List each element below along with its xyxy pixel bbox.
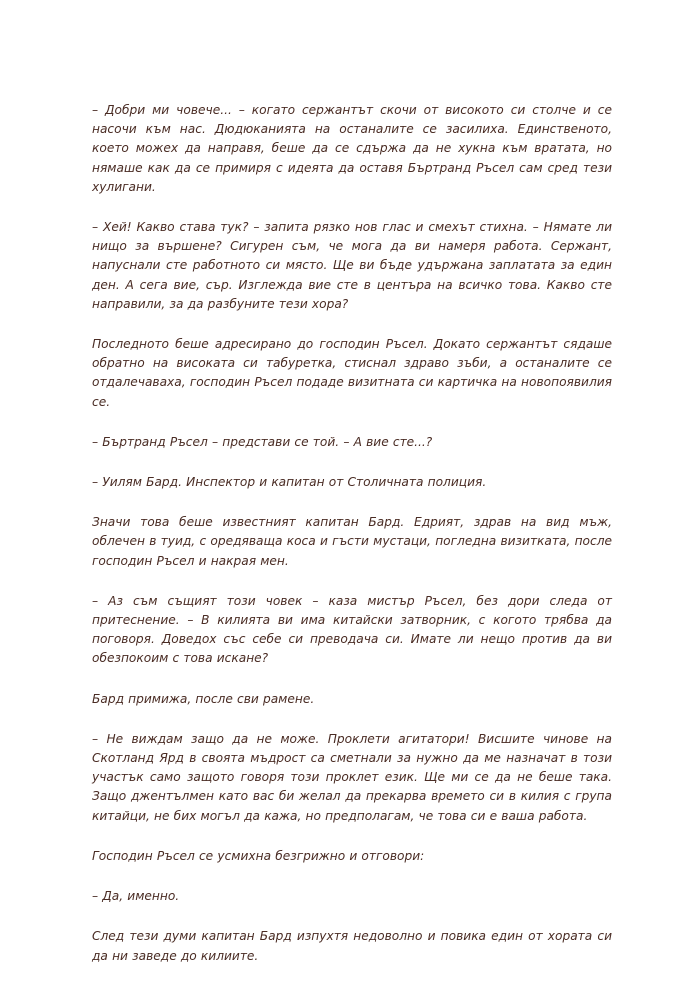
- document-body: [92, 101, 612, 966]
- paragraph: – Добри ми човече... – когато сержантът скочи от високото си столче и се насочи към нас. Дюдюканията на останалите се засилиха. Единственото, което можех да направя, беше да се сдържа да не хукна към вратата, но нямаше как да се примиря с идеята да оставя Бъртранд Ръсел сам сред тези хулигани.: [92, 103, 612, 194]
- paragraph: – Не виждам защо да не може. Проклети агитатори! Висшите чинове на Скотланд Ярд в своята мъдрост са сметнали за нужно да ме назначат в този участък само защото говоря този проклет език. Ще ми се да не беше така. Защо джентълмен като вас би желал да прекарва времето си в килия с група китайци, не бих могъл да кажа, но предполагам, че това си е ваша работа.: [92, 731, 612, 823]
- paragraph: След тези думи капитан Бард изпухтя недоволно и повика един от хората си да ни заведе до килиите.: [92, 929, 612, 963]
- paragraph: Значи това беше известният капитан Бард. Едрият, здрав на вид мъж, облечен в туид, с оредяваща коса и гъсти мустаци, погледна визитката, после господин Ръсел и накрая мен.: [92, 515, 612, 568]
- paragraph: Бард примижа, после сви рамене.: [92, 691, 315, 706]
- paragraph: – Уилям Бард. Инспектор и капитан от Столичната полиция.: [92, 475, 487, 490]
- paragraph: – Бъртранд Ръсел – представи се той. – А вие сте...?: [92, 434, 433, 449]
- paragraph: Последното беше адресирано до господин Ръсел. Докато сержантът сядаше обратно на високата си табуретка, стиснал здраво зъби, а останалите се отдалечаваха, господин Ръсел подаде визитната си картичка на новопоявилия се.: [92, 337, 612, 409]
- paragraph: Господин Ръсел се усмихна безгрижно и отговори:: [92, 848, 425, 863]
- paragraph: – Аз съм същият този човек – каза мистър Ръсел, без дори следа от притеснение. – В килията ви има китайски затворник, с когото трябва да поговоря. Доведох със себе си преводача си. Имате ли нещо против да ви обезпокоим с това искане?: [92, 593, 612, 666]
- paragraph: – Хей! Какво става тук? – запита рязко нов глас и смехът стихна. – Нямате ли нищо за вършене? Сигурен съм, че мога да ви намеря работа. Сержант, напуснали сте работното си място. Ще ви бъде удържана заплатата за един ден. А сега вие, сър. Изглежда вие сте в центъра на всичко това. Какво сте направили, за да разбуните тези хора?: [92, 220, 612, 311]
- paragraph: – Да, именно.: [92, 889, 180, 904]
